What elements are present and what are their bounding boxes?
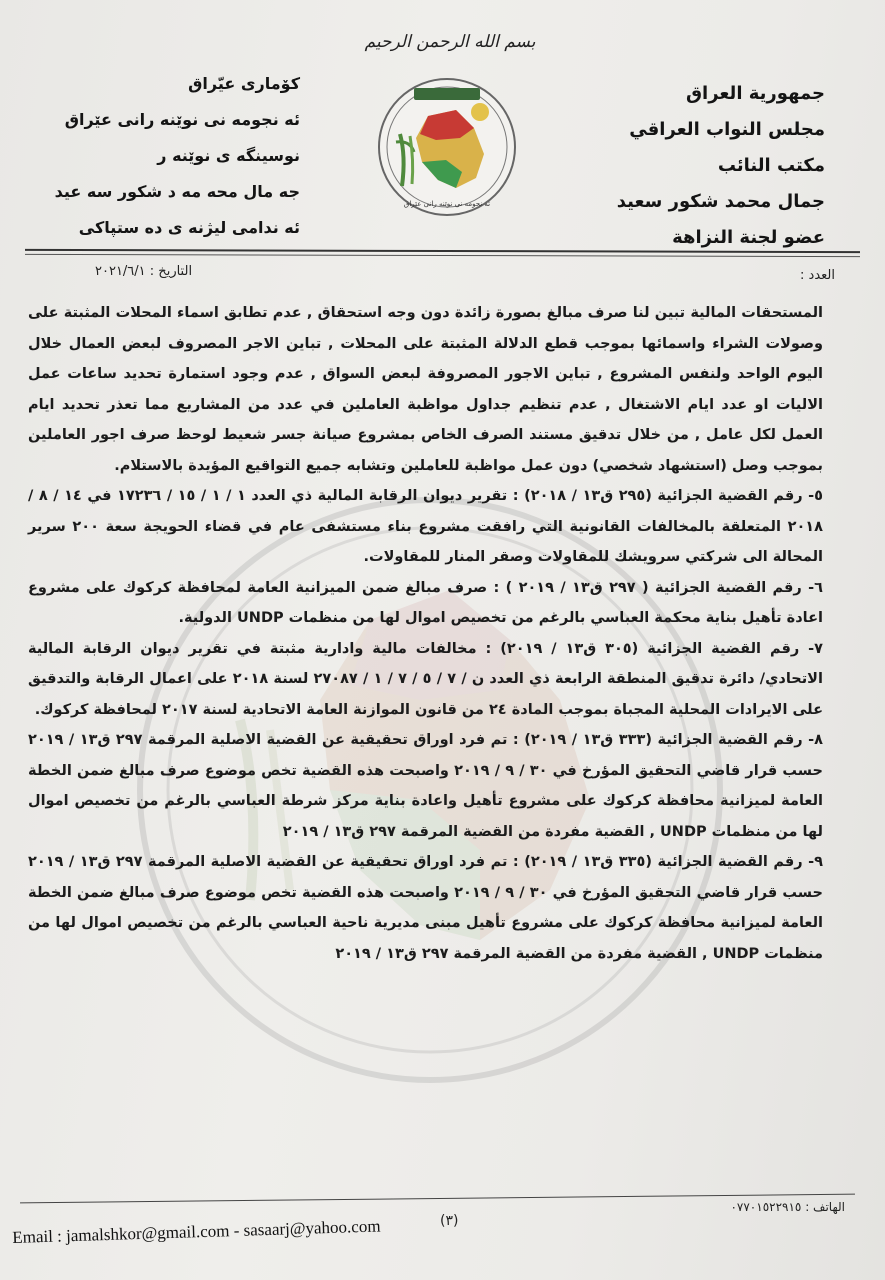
case-item-8: ٨- رقم القضية الجزائية (٣٣٣ ق١٣ / ٢٠١٩) : تم فرد اوراق تحقيقية عن القضية الاصلية المرقمة ٢٩٧ ق١٣ / ٢٠١٩ حسب قرار قاضي التحقيق المؤرخ في ٣٠ / ٩ / ٢٠١٩ واصبحت هذه القضية تخص موضوع صرف مبالغ ضمن الخطة العامة لميزانية محافظة كركوك على مشروع تأهيل واعادة بناية مركز شرطة العباسي بالرغم من تخصيص اموال لها من منظمات UNDP , القضية مفردة من القضية المرقمة ٢٩٧ ق١٣ / ٢٠١٩ (28, 732, 823, 840)
email-contacts: Email : jamalshkor@gmail.com - sasaarj@yahoo.com (12, 1216, 381, 1247)
letterhead-line: جمهورية العراق (685, 83, 825, 104)
kurdish-letterhead (54, 66, 300, 246)
letterhead-line: ئه نجومه نی نوێنه رانی عێراق (64, 110, 300, 129)
letterhead-line: كۆماری عیّراق (188, 74, 300, 93)
date-label: التاريخ : (149, 264, 193, 279)
letterhead-line: مجلس النواب العراقي (629, 119, 825, 140)
parliament-emblem-logo (376, 76, 518, 218)
case-item-5: ٥- رقم القضية الجزائية (٢٩٥ ق١٣ / ٢٠١٨) : تقرير ديوان الرقابة المالية ذي العدد ١ / ١ / ١٥ / ١٧٢٣٦ في ١٤ / ٨ / ٢٠١٨ المتعلقة بالمخالفات القانونية التي رافقت مشروع بناء مستشفى عام في قضاء الحويجة سعة ٢٠٠ سرير المحالة الى شركتي سرويشك للمقاولات وصقر المنار للمقاولات. (28, 488, 823, 565)
case-item-7: ٧- رقم القضية الجزائية (٣٠٥ ق١٣ / ٢٠١٩) : مخالفات مالية وادارية مثبتة في تقرير ديوان الرقابة المالية الاتحادي/ دائرة تدقيق المنطقة الرابعة ذي العدد ن / ٧ / ٥ / ٧ / ١ / ٢٧٠٨٧ لسنة ٢٠١٨ على اعمال الرقابة والتدقيق على الايرادات المحلية المجباة بموجب المادة ٢٤ من قانون الموازنة العامة الاتحادية لسنة ٢٠١٧ لمحافظة كركوك. (28, 640, 823, 718)
case-item-6: ٦- رقم القضية الجزائية ( ٢٩٧ ق١٣ / ٢٠١٩ ) : صرف مبالغ ضمن الميزانية العامة لمحافظة كركوك على مشروع اعادة تأهيل بناية محكمة العباسي بالرغم من تخصيص اموال لها من منظمات UNDP الدولية. (28, 579, 823, 626)
date-line (95, 264, 192, 279)
letterhead-line: ئه ندامی لیژنه ی ده ستپاكی (78, 218, 300, 237)
bismillah-heading: بسم الله الرحمن الرحيم (364, 32, 536, 52)
emblem-caption: ئه نجومه نی نوێنه رانی عێراق (403, 200, 491, 208)
letterhead-line: نوسینگه ی نوێنه ر (157, 146, 300, 165)
letterhead-line: جه مال محه مه د شكور سه عيد (54, 182, 300, 201)
page-number: (٣) (440, 1213, 459, 1229)
arabic-letterhead (565, 76, 825, 256)
letterhead-line: مكتب النائب (717, 155, 825, 176)
phone-number: الهاتف : ٠٧٧٠١٥٢٢٩١٥ (730, 1200, 845, 1214)
letter-body (28, 298, 823, 969)
reference-number-label: العدد : (800, 268, 835, 283)
date-value: ٢٠٢١/٦/١ (95, 264, 146, 279)
intro-paragraph: المستحقات المالية تبين لنا صرف مبالغ بصورة زائدة دون وجه استحقاق , عدم تطابق اسماء المحلات المثبتة على وصولات الشراء واسمائها بموجب قطع الدلالة المثبتة على المحلات , تباين الاجر المصروف لبعض العمال خلال اليوم الواحد ولنفس المشروع , تباين الاجور المصروفة لبعض السواق , عدم وجود استمارة تحديد ساعات عمل الاليات او عدد ايام الاشتغال , عدم تنظيم جداول مواظبة العاملين في عدد من المشاريع مما تعذر تحديد ايام العمل لكل عامل , من خلال تدقيق مستند الصرف الخاص بمشروع صيانة جسر شعيط لوحظ صرف اجور العاملين بموجب وصل (استشهاد شخصي) دون عمل مواظبة للعاملين وتشابه جميع التواقيع المؤيدة بالاستلام. (28, 305, 823, 474)
letterhead-line: عضو لجنة النزاهة (672, 227, 825, 248)
letterhead-line: جمال محمد شكور سعيد (616, 191, 825, 212)
case-item-9: ٩- رقم القضية الجزائية (٣٣٥ ق١٣ / ٢٠١٩) : تم فرد اوراق تحقيقية عن القضية الاصلية المرقمة ٢٩٧ ق١٣ / ٢٠١٩ حسب قرار قاضي التحقيق المؤرخ في ٣٠ / ٩ / ٢٠١٩ واصبحت هذه القضية تخص موضوع صرف مبالغ ضمن الخطة العامة لميزانية محافظة كركوك على مشروع تأهيل مبنى مديرية ناحية العباسي بالرغم من تخصيص اموال لها من منظمات UNDP , القضية مفردة من القضية المرقمة ٢٩٧ ق١٣ / ٢٠١٩ (28, 854, 823, 962)
